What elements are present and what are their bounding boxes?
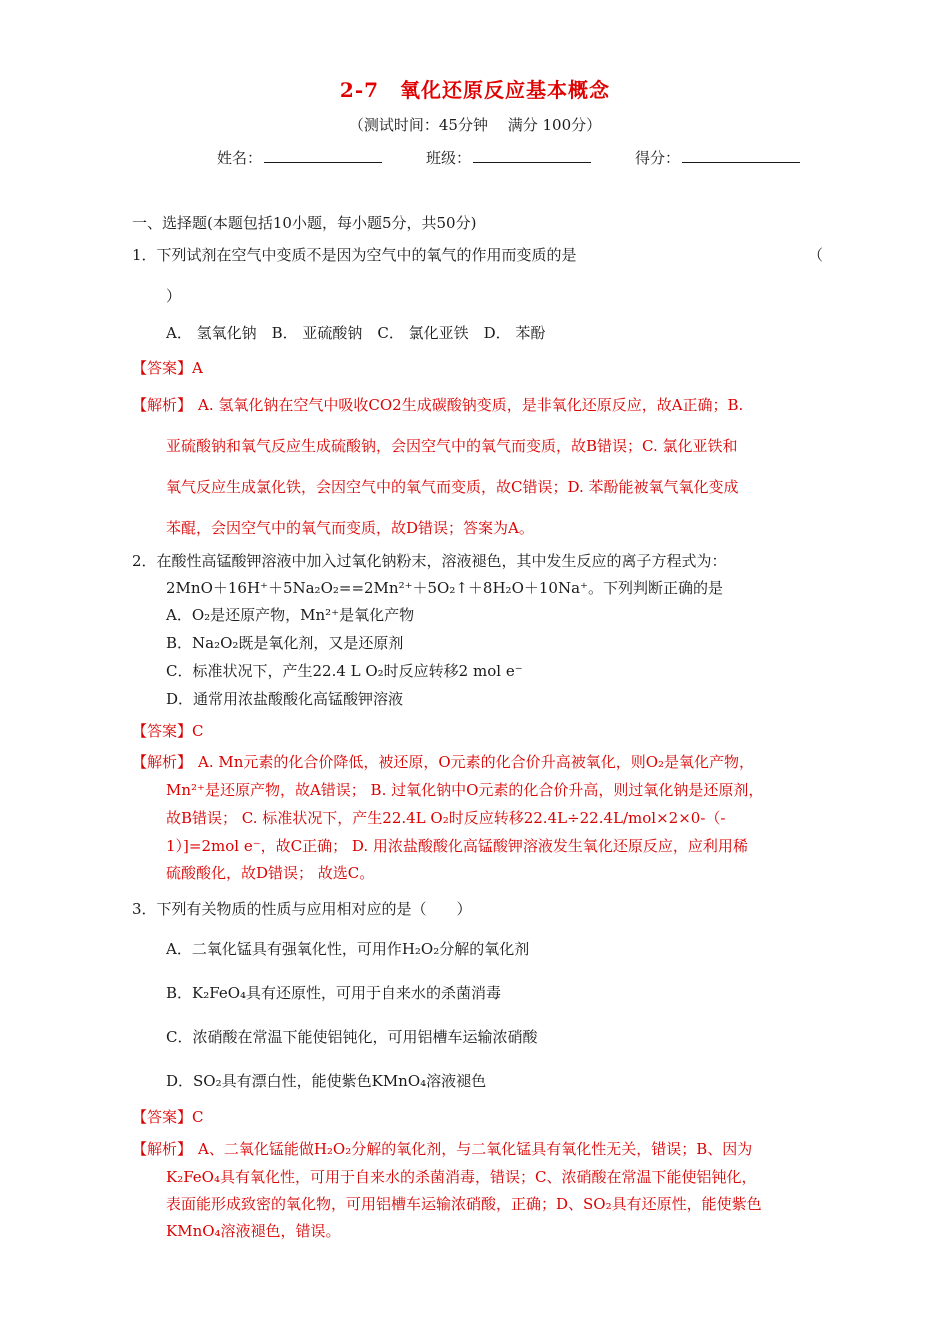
q3-answer: 【答案】C <box>132 1108 204 1126</box>
q2-option-a: A．O₂是还原产物，Mn²⁺是氧化产物 <box>166 606 415 624</box>
q1-paren-close: ） <box>166 287 182 305</box>
q2-analysis-line: 1）]=2mol e⁻，故C正确； D. 用浓盐酸酸化高锰酸钾溶液发生氧化还原反应，应利用稀 <box>166 837 748 855</box>
q2-analysis-line: 硫酸酸化，故D错误； 故选C。 <box>166 864 375 882</box>
q2-option-d: D．通常用浓盐酸酸化高锰酸钾溶液 <box>166 690 404 708</box>
score-blank[interactable] <box>682 148 800 163</box>
q2-option-c: C．标准状况下，产生22.4 L O₂时反应转移2 mol e⁻ <box>166 662 523 680</box>
name-label: 姓名： <box>217 149 263 167</box>
section-heading: 一、选择题(本题包括10小题，每小题5分，共50分) <box>132 214 477 232</box>
q3-analysis-line: KMnO₄溶液褪色，错误。 <box>166 1222 341 1240</box>
class-field <box>426 147 591 168</box>
q1-analysis-line: 苯醌，会因空气中的氧气而变质，故D错误；答案为A。 <box>166 519 534 537</box>
q2-analysis-line: A. Mn元素的化合价降低，被还原，O元素的化合价升高被氧化，则O₂是氧化产物， <box>198 753 754 771</box>
q3-option-d: D．SO₂具有漂白性，能使紫色KMnO₄溶液褪色 <box>166 1072 487 1090</box>
q2-stem: 2．在酸性高锰酸钾溶液中加入过氧化钠粉末，溶液褪色，其中发生反应的离子方程式为： <box>132 552 727 570</box>
q2-option-b: B．Na₂O₂既是氧化剂，又是还原剂 <box>166 634 404 652</box>
q2-analysis-label: 【解析】 <box>132 753 193 771</box>
q1-paren-open: （ <box>808 246 824 264</box>
q3-option-a: A．二氧化锰具有强氧化性，可用作H₂O₂分解的氧化剂 <box>166 940 530 958</box>
page-title: 2-7 氧化还原反应基本概念 <box>339 78 611 102</box>
q1-analysis-line: 亚硫酸钠和氧气反应生成硫酸钠，会因空气中的氧气而变质，故B错误；C. 氯化亚铁和 <box>166 437 738 455</box>
q1-analysis-line: 氧气反应生成氯化铁，会因空气中的氧气而变质，故C错误；D. 苯酚能被氧气氧化变成 <box>166 478 739 496</box>
q3-analysis-line: K₂FeO₄具有氧化性，可用于自来水的杀菌消毒，错误；C、浓硝酸在常温下能使铝钝化， <box>166 1168 757 1186</box>
score-label: 得分： <box>635 149 681 167</box>
q2-analysis-line: 故B错误； C. 标准状况下，产生22.4L O₂时反应转移22.4L÷22.4L/mol×2×0-（- <box>166 809 726 827</box>
score-field <box>635 147 800 168</box>
q3-analysis-line: 表面能形成致密的氧化物，可用铝槽车运输浓硝酸，正确；D、SO₂具有还原性，能使紫色 <box>166 1195 762 1213</box>
class-blank[interactable] <box>473 148 591 163</box>
q2-equation: 2MnO＋16H⁺＋5Na₂O₂==2Mn²⁺＋5O₂↑＋8H₂O＋10Na⁺。下列判断正确的是 <box>166 579 723 597</box>
test-info: （测试时间：45分钟 满分 100分） <box>348 116 602 134</box>
q3-option-b: B．K₂FeO₄具有还原性，可用于自来水的杀菌消毒 <box>166 984 502 1002</box>
class-label: 班级： <box>426 149 472 167</box>
q3-analysis-line: A、二氧化锰能做H₂O₂分解的氧化剂，与二氧化锰具有氧化性无关，错误；B、因为 <box>198 1140 753 1158</box>
q1-analysis-line: A. 氢氧化钠在空气中吸收CO2生成碳酸钠变质，是非氧化还原反应，故A正确；B. <box>198 396 744 414</box>
q1-stem: 1．下列试剂在空气中变质不是因为空气中的氧气的作用而变质的是 <box>132 246 577 264</box>
q3-analysis-label: 【解析】 <box>132 1140 193 1158</box>
q2-answer: 【答案】C <box>132 722 204 740</box>
q3-stem: 3．下列有关物质的性质与应用相对应的是（ ） <box>132 900 472 918</box>
name-field <box>217 147 382 168</box>
q1-options: A． 氢氧化钠 B． 亚硫酸钠 C． 氯化亚铁 D． 苯酚 <box>166 324 546 342</box>
q3-option-c: C．浓硝酸在常温下能使铝钝化，可用铝槽车运输浓硝酸 <box>166 1028 538 1046</box>
q1-analysis-label: 【解析】 <box>132 396 193 414</box>
q2-analysis-line: Mn²⁺是还原产物，故A错误； B. 过氧化钠中O元素的化合价升高，则过氧化钠是还原剂， <box>166 781 764 799</box>
name-blank[interactable] <box>264 148 382 163</box>
q1-answer: 【答案】A <box>132 359 203 377</box>
